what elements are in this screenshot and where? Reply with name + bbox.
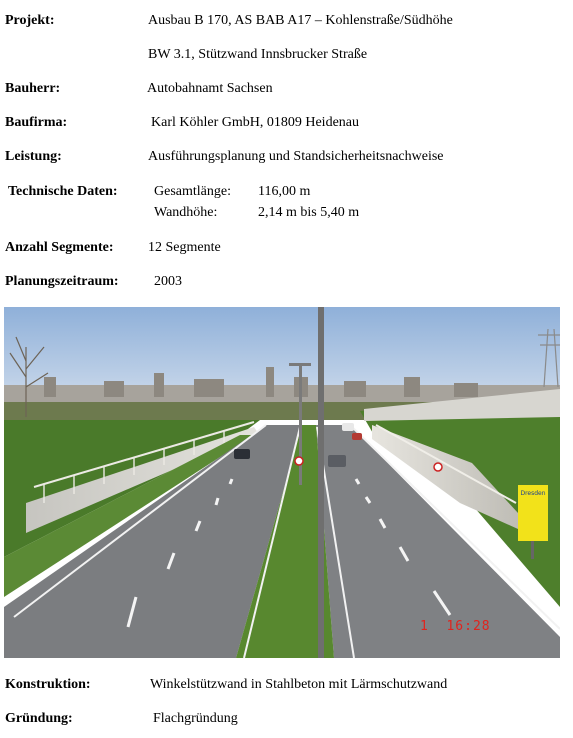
photo-speed-sign bbox=[295, 457, 303, 465]
konstruktion-label: Konstruktion: bbox=[5, 677, 91, 692]
baufirma-value: Karl Köhler GmbH, 01809 Heidenau bbox=[151, 115, 360, 130]
photo-timestamp: 1 16:28 bbox=[420, 619, 491, 634]
leistung-value: Ausführungsplanung und Standsicherheitsnachweise bbox=[148, 149, 444, 164]
photo-yellow-sign-post bbox=[531, 541, 534, 559]
gesamtlaenge-key: Gesamtlänge: bbox=[154, 184, 231, 199]
photo-car-right-2 bbox=[342, 423, 354, 431]
photo-lamp-post-far-arm bbox=[289, 363, 311, 366]
segmente-label: Anzahl Segmente: bbox=[5, 240, 114, 255]
planungszeitraum-label: Planungszeitraum: bbox=[5, 274, 119, 289]
gruendung-label: Gründung: bbox=[5, 711, 73, 726]
photo-car-right-1 bbox=[328, 455, 346, 467]
baufirma-label: Baufirma: bbox=[5, 115, 68, 130]
leistung-label: Leistung: bbox=[5, 149, 62, 164]
project-label: Projekt: bbox=[5, 13, 55, 28]
konstruktion-value: Winkelstützwand in Stahlbeton mit Lärmschutzwand bbox=[150, 677, 448, 692]
photo-speed-sign-right bbox=[434, 463, 442, 471]
highway-photo bbox=[4, 307, 560, 658]
bauherr-label: Bauherr: bbox=[5, 81, 61, 96]
wandhoehe-value: 2,14 m bis 5,40 m bbox=[258, 205, 360, 220]
photo-car-right-3 bbox=[352, 433, 362, 440]
photo-car-left bbox=[234, 449, 250, 459]
gruendung-value: Flachgründung bbox=[153, 711, 238, 726]
photo-lamp-post bbox=[318, 307, 324, 658]
planungszeitraum-value: 2003 bbox=[154, 274, 182, 289]
wandhoehe-key: Wandhöhe: bbox=[154, 205, 218, 220]
project-value-line2: BW 3.1, Stützwand Innsbrucker Straße bbox=[148, 47, 368, 62]
technische-daten-label: Technische Daten: bbox=[8, 184, 118, 199]
gesamtlaenge-value: 116,00 m bbox=[258, 184, 311, 199]
bauherr-value: Autobahnamt Sachsen bbox=[147, 81, 273, 96]
segmente-value: 12 Segmente bbox=[148, 240, 221, 255]
project-value-line1: Ausbau B 170, AS BAB A17 – Kohlenstraße/Südhöhe bbox=[148, 13, 453, 28]
photo-yellow-sign-text: Dresden bbox=[520, 490, 546, 497]
photo-lamp-post-far bbox=[299, 365, 302, 485]
